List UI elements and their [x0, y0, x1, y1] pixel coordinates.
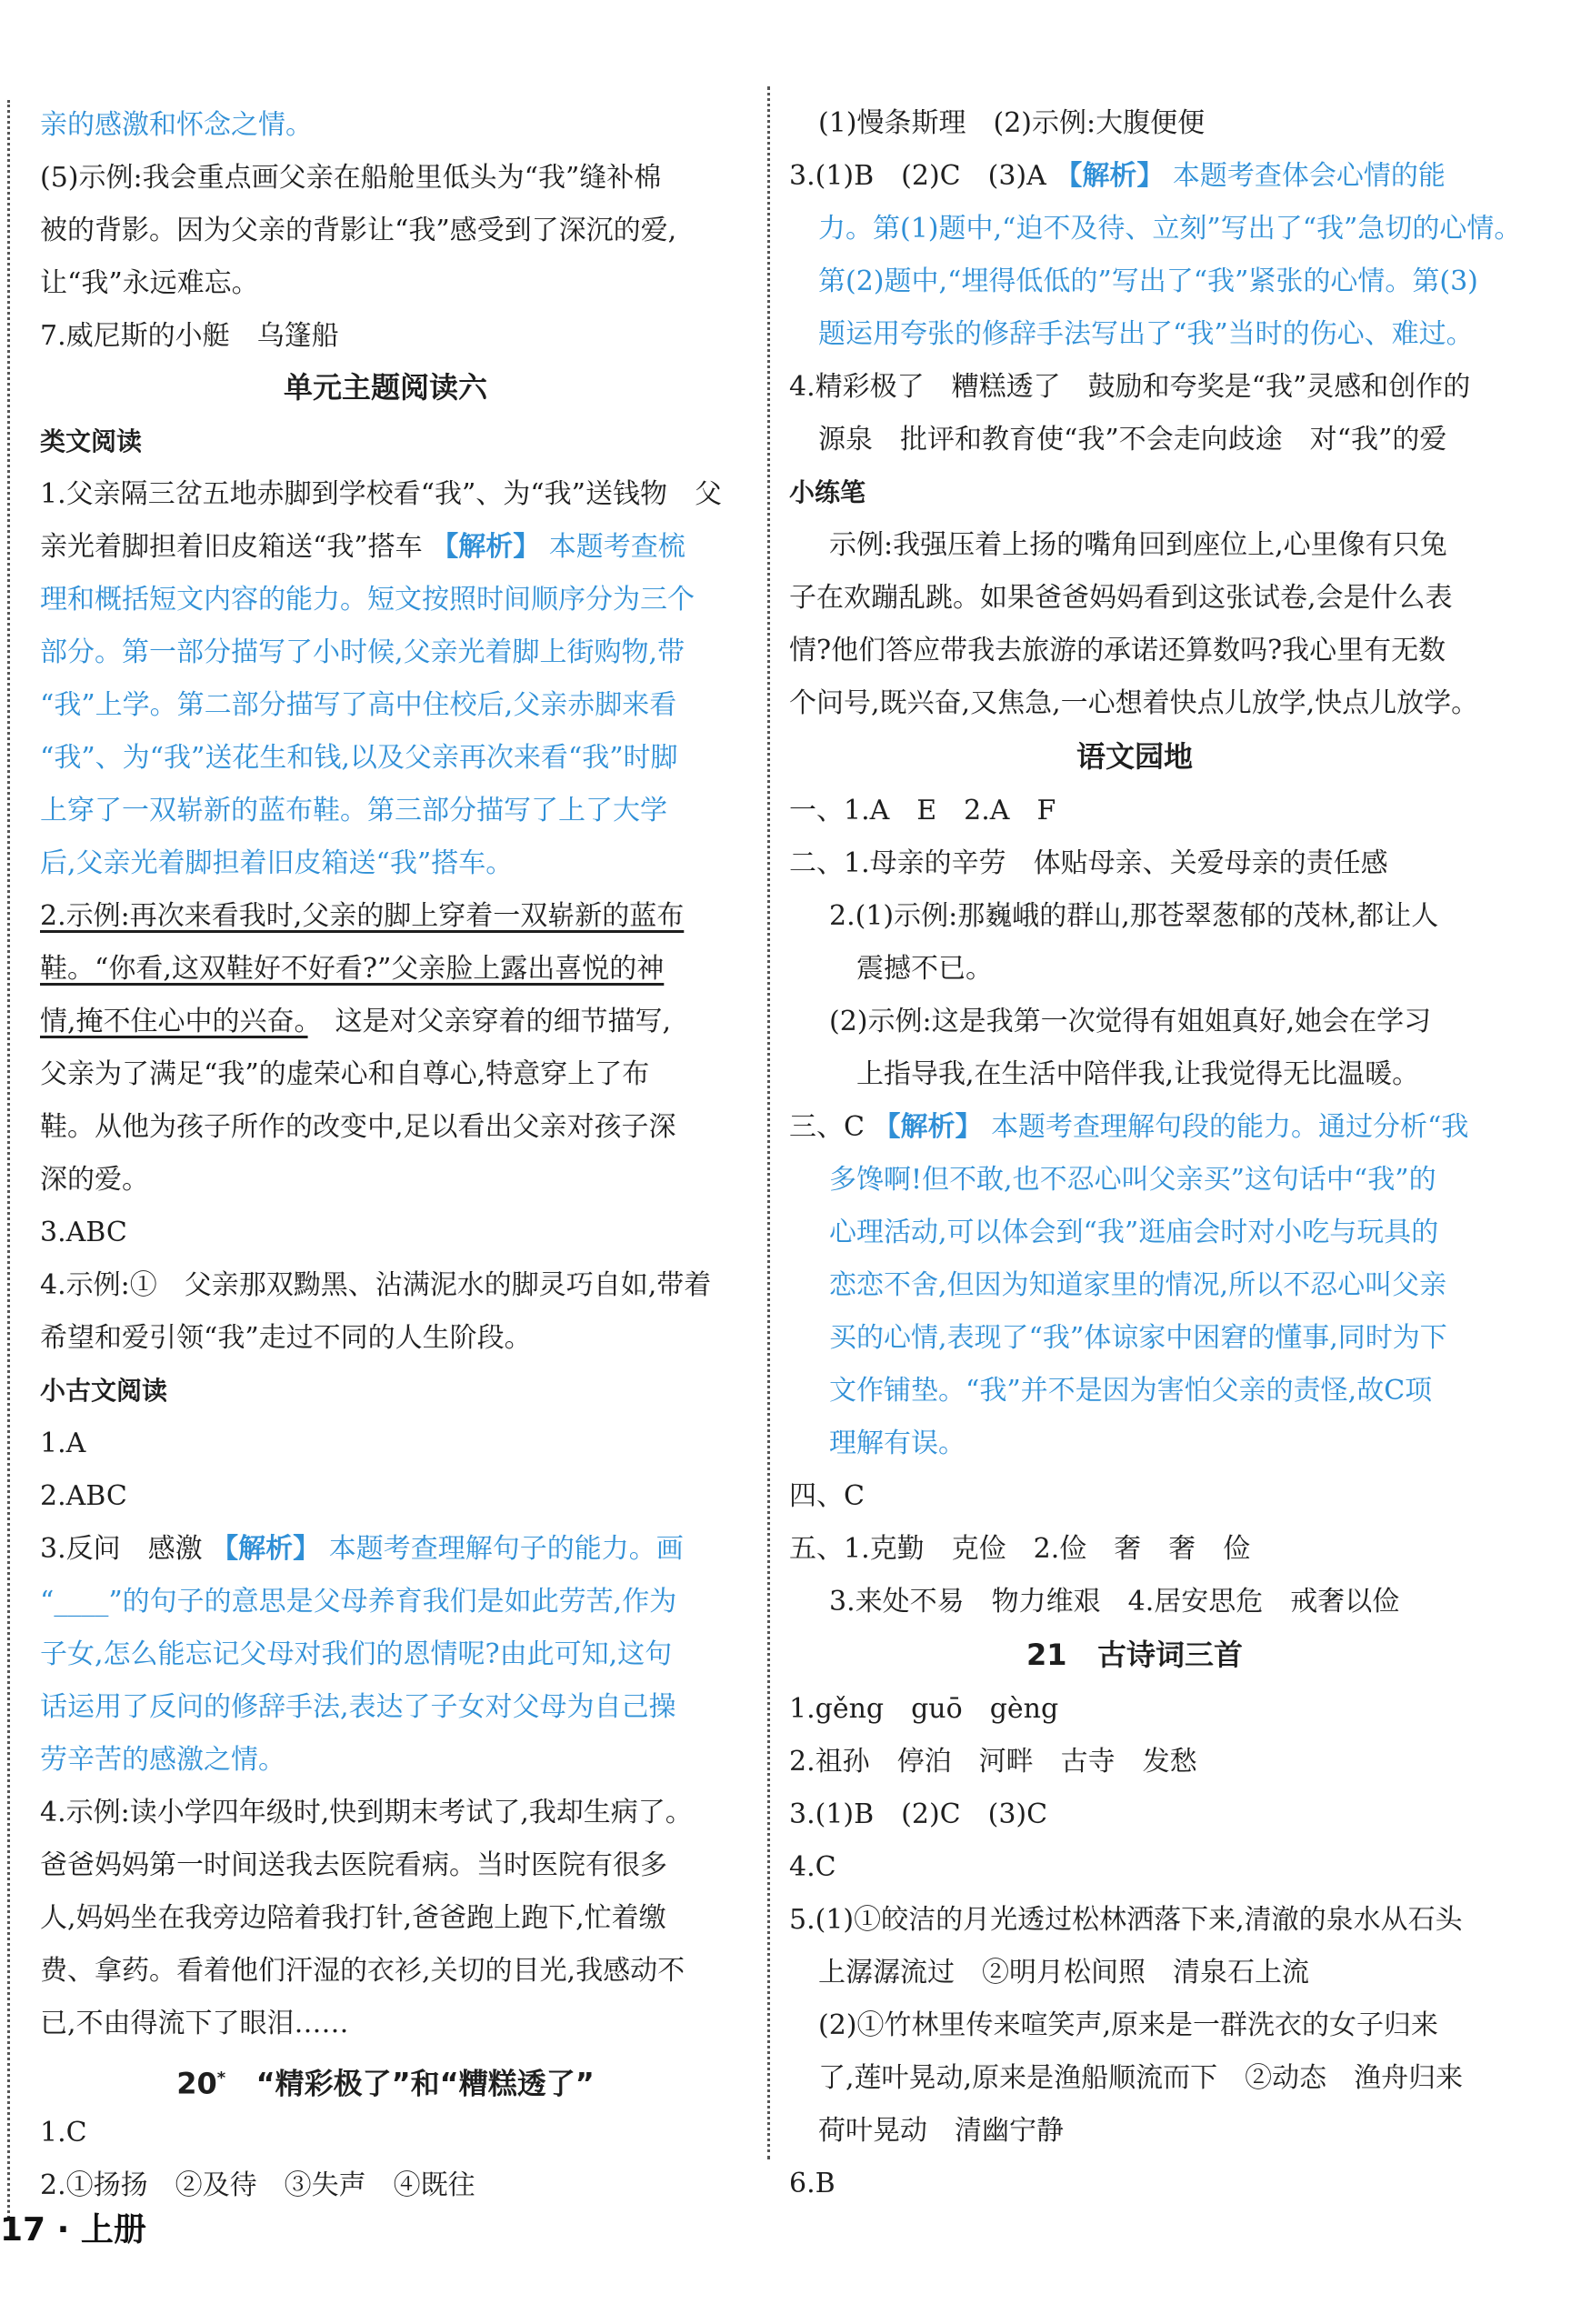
text-line: 亲的感激和怀念之情。 [40, 109, 313, 141]
text-line [789, 1109, 1468, 1146]
lesson-title: 古诗词三首 [1096, 1638, 1243, 1672]
text-line: 1.父亲隔三岔五地赤脚到学校看“我”、为“我”送钱物 父 [40, 478, 722, 510]
lesson-star: * [216, 2069, 226, 2088]
text-line: 鞋。从他为孩子所作的改变中,足以看出父亲对孩子深 [40, 1111, 676, 1143]
analysis-line: 话运用了反问的修辞手法,表达了子女对父母为自己操 [40, 1691, 676, 1723]
text-line: 4.精彩极了 糟糕透了 鼓励和夸奖是“我”灵感和创作的 [789, 371, 1471, 403]
section-heading: 语文园地 [1076, 739, 1193, 774]
text-line: 荷叶晃动 清幽宁静 [818, 2115, 1064, 2147]
text-line [789, 158, 1446, 195]
text-line: 2.(1)示例:那巍峨的群山,那苍翠葱郁的茂林,都让人 [829, 900, 1439, 932]
text-line: 个问号,既兴奋,又焦急,一心想着快点儿放学,快点儿放学。 [789, 687, 1479, 719]
text-line: (5)示例:我会重点画父亲在船舱里低头为“我”缝补棉 [40, 162, 662, 194]
analysis-line: 上穿了一双崭新的蓝布鞋。第三部分描写了上了大学 [40, 795, 667, 826]
text-line: 鞋。“你看,这双鞋好不好看?”父亲脸上露出喜悦的神 [40, 953, 665, 985]
text-line: 上潺潺流过 ②明月松间照 清泉石上流 [818, 1957, 1309, 1988]
text-line: 子在欢蹦乱跳。如果爸爸妈妈看到这张试卷,会是什么表 [789, 582, 1453, 614]
text-line [40, 1531, 684, 1568]
subsection-title: 类文阅读 [40, 426, 143, 456]
text-line: 震撼不已。 [856, 953, 993, 985]
text-line: 4.C [789, 1851, 836, 1883]
text-line: 了,莲叶晃动,原来是渔船顺流而下 ②动态 渔舟归来 [818, 2062, 1464, 2094]
analysis-line: 文作铺垫。“我”并不是因为害怕父亲的责怪,故C项 [829, 1375, 1433, 1407]
analysis-tag: 【解析】 [873, 1111, 983, 1143]
analysis-line: 后,父亲光着脚担着旧皮箱送“我”搭车。 [40, 847, 514, 879]
text-span: 三、C [789, 1111, 865, 1143]
text-line: 已,不由得流下了眼泪…… [40, 2008, 349, 2039]
text-line: 示例:我强压着上扬的嘴角回到座位上,心里像有只兔 [829, 529, 1447, 561]
text-line: (2)示例:这是我第一次觉得有姐姐真好,她会在学习 [829, 1006, 1432, 1037]
text-line: 3.ABC [40, 1217, 127, 1248]
text-span: 3.反问 感激 [40, 1533, 203, 1565]
text-line: 费、拿药。看着他们汗湿的衣衫,关切的目光,我感动不 [40, 1955, 685, 1987]
text-line: 爸爸妈妈第一时间送我去医院看病。当时医院有很多 [40, 1849, 667, 1881]
text-span: 3.(1)B (2)C (3)A [789, 160, 1046, 192]
text-line: 四、C [789, 1480, 865, 1512]
analysis-line: 恋恋不舍,但因为知道家里的情况,所以不忍心叫父亲 [829, 1269, 1447, 1301]
analysis-text: 本题考查梳 [548, 531, 685, 563]
column-divider [767, 86, 770, 2159]
text-line: 五、1.克勤 克俭 2.俭 奢 奢 俭 [789, 1533, 1251, 1565]
analysis-line: 理和概括短文内容的能力。短文按照时间顺序分为三个 [40, 584, 695, 616]
text-line: 父亲为了满足“我”的虚荣心和自尊心,特意穿上了布 [40, 1058, 650, 1090]
lesson-number: 20 [176, 2066, 217, 2101]
analysis-line: 买的心情,表现了“我”体谅家中困窘的懂事,同时为下 [829, 1322, 1447, 1354]
lesson-heading [40, 2060, 731, 2102]
text-line: 1.A [40, 1427, 86, 1459]
text-line: 6.B [789, 2168, 836, 2199]
text-line: 情?他们答应带我去旅游的承诺还算数吗?我心里有无数 [789, 635, 1446, 666]
analysis-text: 本题考查理解句子的能力。画 [328, 1533, 684, 1565]
text-line: 3.来处不易 物力维艰 4.居安思危 戒奢以俭 [829, 1586, 1400, 1618]
analysis-text: 本题考查理解句段的能力。通过分析“我 [991, 1111, 1469, 1143]
text-line: 深的爱。 [40, 1164, 149, 1196]
analysis-line: 力。第(1)题中,“迫不及待、立刻”写出了“我”急切的心情。 [818, 213, 1522, 245]
page-number: 17 · 上册 [0, 2211, 146, 2249]
text-line: 被的背影。因为父亲的背影让“我”感受到了深沉的爱, [40, 215, 677, 246]
text-span: 亲光着脚担着旧皮箱送“我”搭车 [40, 531, 423, 563]
text-line: 7.威尼斯的小艇 乌篷船 [40, 320, 339, 352]
lesson-number: 21 [1026, 1638, 1067, 1672]
analysis-line: “我”、为“我”送花生和钱,以及父亲再次来看“我”时脚 [40, 742, 678, 774]
lesson-title: “精彩极了”和“糟糕透了” [255, 2066, 595, 2101]
text-line: 2.祖孙 停泊 河畔 古寺 发愁 [789, 1746, 1197, 1778]
analysis-line: 理解有误。 [829, 1427, 966, 1459]
text-line [40, 529, 685, 566]
text-line: 源泉 批评和教育使“我”不会走向歧途 对“我”的爱 [818, 424, 1447, 456]
text-span: 这是对父亲穿着的细节描写, [307, 1006, 672, 1037]
text-line: 一、1.A E 2.A F [789, 795, 1056, 826]
text-line: 希望和爱引领“我”走过不同的人生阶段。 [40, 1322, 532, 1354]
text-line: 人,妈妈坐在我旁边陪着我打针,爸爸跑上跑下,忙着缴 [40, 1902, 666, 1934]
analysis-line: “____”的句子的意思是父母养育我们是如此劳苦,作为 [40, 1586, 677, 1618]
text-line: 4.示例:读小学四年级时,快到期末考试了,我却生病了。 [40, 1797, 693, 1828]
text-line: 2.①扬扬 ②及待 ③失声 ④既往 [40, 2169, 475, 2201]
analysis-line: 题运用夸张的修辞手法写出了“我”当时的伤心、难过。 [818, 318, 1474, 350]
analysis-text: 本题考查体会心情的能 [1172, 160, 1446, 192]
text-line: 2.ABC [40, 1480, 127, 1512]
analysis-line: “我”上学。第二部分描写了高中住校后,父亲赤脚来看 [40, 689, 677, 721]
text-line: 2.示例:再次来看我时,父亲的脚上穿着一双崭新的蓝布 [40, 900, 685, 932]
analysis-tag: 【解析】 [211, 1533, 321, 1565]
text-line: (1)慢条斯理 (2)示例:大腹便便 [818, 107, 1206, 139]
analysis-line: 第(2)题中,“埋得低低的”写出了“我”紧张的心情。第(3) [818, 265, 1478, 297]
lesson-heading [789, 1637, 1480, 1673]
analysis-tag: 【解析】 [431, 531, 541, 563]
analysis-tag: 【解析】 [1055, 160, 1165, 192]
text-line: 1.C [40, 2117, 87, 2149]
analysis-line: 劳辛苦的感激之情。 [40, 1744, 285, 1776]
text-line: 上指导我,在生活中陪伴我,让我觉得无比温暖。 [856, 1058, 1420, 1090]
analysis-line: 子女,怎么能忘记父母对我们的恩情呢?由此可知,这句 [40, 1638, 673, 1670]
underlined-text: 情,掩不住心中的兴奋。 [40, 1006, 308, 1037]
text-line [40, 1004, 671, 1040]
subsection-title: 小练笔 [789, 477, 866, 507]
text-line: 4.示例:① 父亲那双黝黑、沾满泥水的脚灵巧自如,带着 [40, 1269, 712, 1301]
analysis-line: 部分。第一部分描写了小时候,父亲光着脚上街购物,带 [40, 636, 685, 668]
text-line: 二、1.母亲的辛劳 体贴母亲、关爱母亲的责任感 [789, 847, 1388, 879]
text-line: 让“我”永远难忘。 [40, 267, 259, 299]
text-line: 1.gěng guō gèng [789, 1693, 1059, 1725]
analysis-line: 多馋啊!但不敢,也不忍心叫父亲买”这句话中“我”的 [829, 1164, 1436, 1196]
analysis-line: 心理活动,可以体会到“我”逛庙会时对小吃与玩具的 [829, 1217, 1439, 1248]
left-margin-rule [7, 100, 10, 2219]
text-line: 5.(1)①皎洁的月光透过松林洒落下来,清澈的泉水从石头 [789, 1904, 1463, 1936]
text-line: 3.(1)B (2)C (3)C [789, 1798, 1048, 1830]
section-heading: 单元主题阅读六 [283, 370, 487, 405]
text-line: (2)①竹林里传来喧笑声,原来是一群洗衣的女子归来 [818, 2009, 1439, 2041]
subsection-title: 小古文阅读 [40, 1376, 168, 1406]
